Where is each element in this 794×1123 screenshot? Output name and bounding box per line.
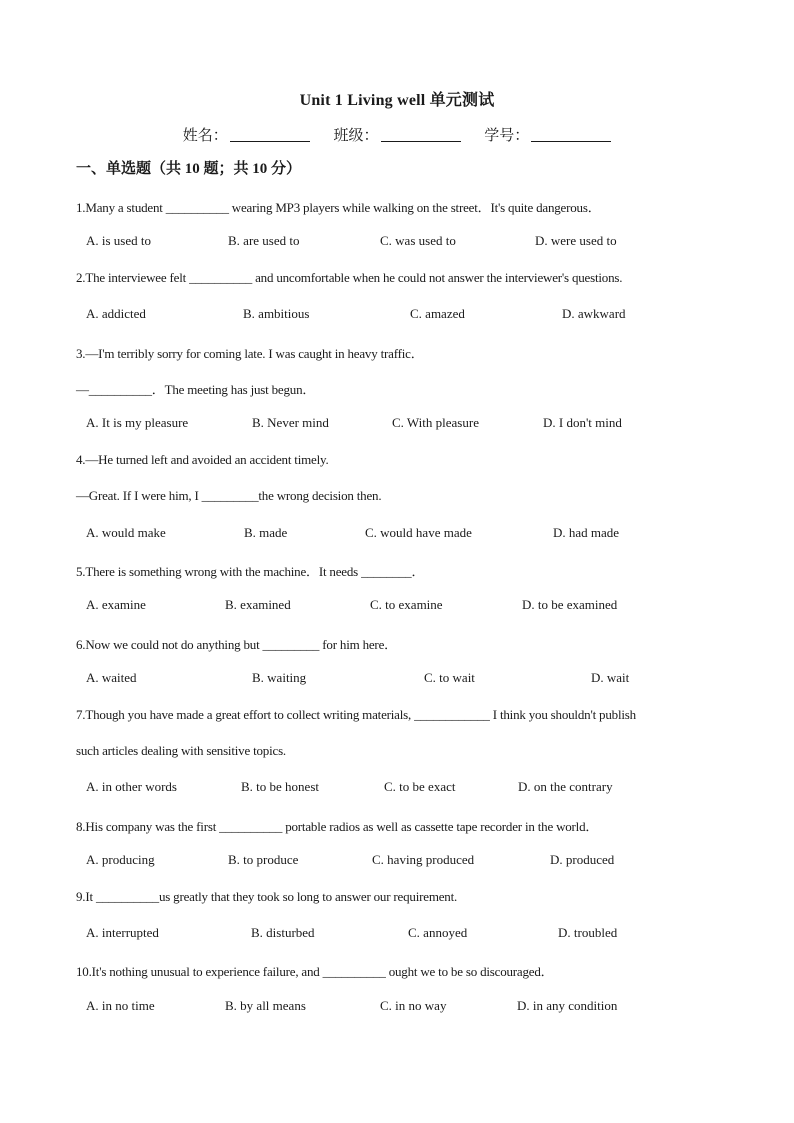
question-3-option-c[interactable]: C. With pleasure — [392, 415, 479, 430]
question-7-text: 7.Though you have made a great effort to collect writing materials, ____________ I think you shouldn't publish — [76, 707, 636, 722]
question-6-option-d[interactable]: D. wait — [591, 670, 630, 685]
question-8-option-b[interactable]: B. to produce — [228, 852, 299, 867]
question-1-option-c[interactable]: C. was used to — [380, 233, 456, 248]
question-9-option-d[interactable]: D. troubled — [558, 925, 618, 940]
class-label: 班级： — [333, 128, 379, 144]
question-8-option-a[interactable]: A. producing — [86, 852, 155, 867]
name-field — [183, 124, 310, 145]
question-4-option-d[interactable]: D. had made — [553, 525, 620, 540]
question-3-option-b[interactable]: B. Never mind — [252, 415, 329, 430]
question-2-option-a[interactable]: A. addicted — [86, 306, 146, 321]
question-9-option-c[interactable]: C. annoyed — [408, 925, 468, 940]
question-4-text: 4.—He turned left and avoided an accident timely. — [76, 452, 329, 467]
question-5-option-d[interactable]: D. to be examined — [522, 597, 618, 612]
number-label: 学号： — [484, 128, 530, 144]
question-6-text: 6.Now we could not do anything but _________ for him here． — [76, 637, 397, 652]
class-field — [333, 124, 460, 145]
question-9-text: 9.It __________us greatly that they took so long to answer our requirement. — [76, 889, 458, 904]
question-4-text: —Great. If I were him, I _________the wrong decision then. — [76, 488, 382, 503]
question-5-option-a[interactable]: A. examine — [86, 597, 146, 612]
question-7-option-d[interactable]: D. on the contrary — [518, 779, 613, 794]
question-1-text: 1.Many a student __________ wearing MP3 players while walking on the street．It's quite dangerous． — [76, 200, 601, 215]
name-blank[interactable] — [230, 127, 310, 142]
question-2-option-d[interactable]: D. awkward — [562, 306, 626, 321]
question-2-option-b[interactable]: B. ambitious — [243, 306, 310, 321]
question-5-text: 5.There is something wrong with the machine．It needs ________． — [76, 564, 425, 579]
question-9-option-b[interactable]: B. disturbed — [251, 925, 315, 940]
question-2-text: 2.The interviewee felt __________ and uncomfortable when he could not answer the interviewer's questions. — [76, 270, 623, 285]
number-blank[interactable] — [531, 127, 611, 142]
question-7-option-b[interactable]: B. to be honest — [241, 779, 319, 794]
question-8-option-d[interactable]: D. produced — [550, 852, 615, 867]
question-5-option-c[interactable]: C. to examine — [370, 597, 443, 612]
question-7-option-c[interactable]: C. to be exact — [384, 779, 456, 794]
question-2-option-c[interactable]: C. amazed — [410, 306, 465, 321]
question-4-option-b[interactable]: B. made — [244, 525, 288, 540]
question-3-option-d[interactable]: D. I don't mind — [543, 415, 622, 430]
question-10-option-c[interactable]: C. in no way — [380, 998, 447, 1013]
name-label: 姓名： — [182, 128, 228, 144]
question-4-option-c[interactable]: C. would have made — [365, 525, 472, 540]
question-10-option-d[interactable]: D. in any condition — [517, 998, 618, 1013]
question-3-option-a[interactable]: A. It is my pleasure — [86, 415, 189, 430]
question-1-option-d[interactable]: D. were used to — [535, 233, 617, 248]
section-title: 一、单选题（共 10 题；共 10 分） — [76, 161, 302, 177]
question-6-option-b[interactable]: B. waiting — [252, 670, 307, 685]
class-blank[interactable] — [381, 127, 461, 142]
question-10-text: 10.It's nothing unusual to experience failure, and __________ ought we to be so discouraged． — [76, 964, 554, 979]
question-10-option-b[interactable]: B. by all means — [225, 998, 306, 1013]
page-title: Unit 1 Living well 单元测试 — [299, 92, 495, 109]
question-1-option-a[interactable]: A. is used to — [86, 233, 151, 248]
question-8-option-c[interactable]: C. having produced — [372, 852, 475, 867]
question-6-option-a[interactable]: A. waited — [86, 670, 137, 685]
question-4-option-a[interactable]: A. would make — [86, 525, 166, 540]
question-9-option-a[interactable]: A. interrupted — [86, 925, 159, 940]
question-3-text: —__________．The meeting has just begun． — [76, 382, 316, 397]
question-5-option-b[interactable]: B. examined — [225, 597, 291, 612]
question-10-option-a[interactable]: A. in no time — [86, 998, 155, 1013]
question-7-option-a[interactable]: A. in other words — [86, 779, 177, 794]
question-7-text: such articles dealing with sensitive topics. — [76, 743, 286, 758]
question-6-option-c[interactable]: C. to wait — [424, 670, 475, 685]
number-field — [484, 124, 611, 145]
question-3-text: 3.—I'm terribly sorry for coming late. I was caught in heavy traffic． — [76, 346, 424, 361]
question-1-option-b[interactable]: B. are used to — [228, 233, 300, 248]
student-info — [0, 124, 794, 145]
question-8-text: 8.His company was the first __________ portable radios as well as cassette tape recorder in the world． — [76, 819, 599, 834]
